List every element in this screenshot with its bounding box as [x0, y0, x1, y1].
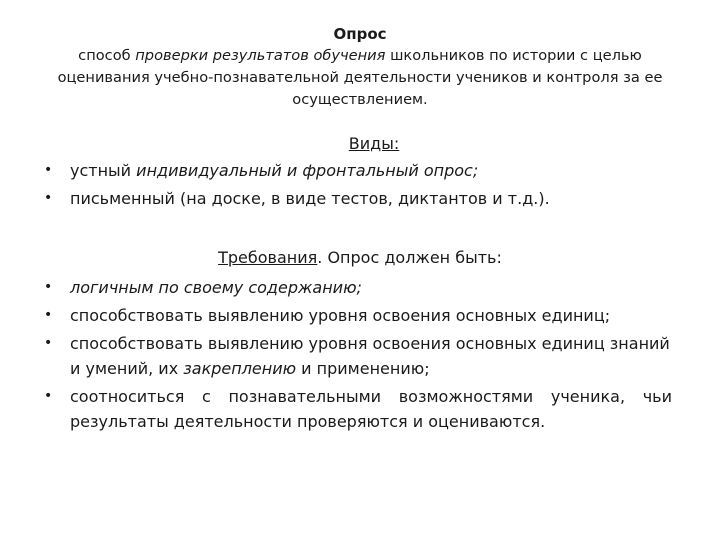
req-item-1-italic: логичным по своему содержанию; [70, 278, 362, 297]
list-item [0, 331, 672, 381]
requirements-heading-rest: . Опрос должен быть: [317, 248, 502, 267]
list-item [0, 186, 672, 211]
types-item-1-plain: устный [70, 161, 137, 180]
requirements-heading [0, 248, 720, 267]
bullet-icon: • [44, 279, 53, 295]
requirements-list [0, 275, 720, 437]
list-item [0, 303, 672, 328]
intro-text-1: способ [78, 47, 136, 64]
req-item-3-text: способствовать выявлению уровня освоения основных единиц знаний и умений, их [70, 334, 670, 378]
bullet-icon: • [44, 307, 53, 323]
intro-text-2: школьников по истории с целью оценивания учебно-познавательной деятельности учеников и контроля за ее осуществлением. [57, 47, 663, 108]
bullet-icon: • [44, 190, 53, 206]
intro-paragraph [40, 45, 680, 111]
types-list [0, 158, 720, 214]
types-item-1-italic: индивидуальный и фронтальный опрос; [136, 161, 479, 180]
requirements-heading-underlined: Требования [218, 248, 318, 267]
list-item [0, 158, 672, 183]
types-item-2-plain: письменный (на доске, в виде тестов, диктантов и т.д.). [70, 189, 550, 208]
req-item-2-text: способствовать выявлению уровня освоения основных единиц; [70, 306, 611, 325]
types-heading [0, 134, 720, 153]
bullet-icon: • [44, 388, 53, 404]
page-title: Опрос [333, 25, 387, 43]
req-item-3-tail: и применению; [296, 359, 430, 378]
list-item [0, 275, 672, 300]
req-item-4-line1: соотноситься с познавательными возможностями ученика, чьи [70, 387, 672, 406]
req-item-4-line2: результаты деятельности проверяются и оцениваются. [70, 412, 546, 431]
req-item-3-italic: закреплению [183, 359, 297, 378]
types-heading-label: Виды: [348, 134, 400, 153]
bullet-icon: • [44, 162, 53, 178]
intro-text-italic: проверки результатов обучения [135, 47, 386, 64]
list-item [0, 384, 672, 434]
bullet-icon: • [44, 335, 53, 351]
